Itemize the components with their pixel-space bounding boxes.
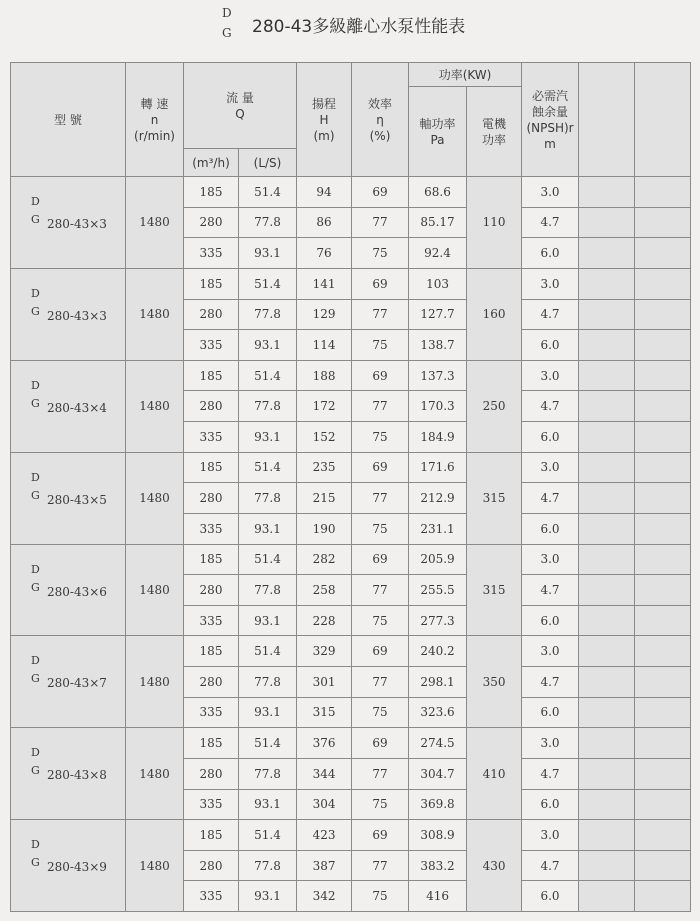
shaft-power-cell: 92.4 bbox=[409, 238, 467, 269]
shaft-power-cell: 298.1 bbox=[409, 667, 467, 698]
efficiency-cell: 77 bbox=[352, 758, 409, 789]
efficiency-cell: 75 bbox=[352, 422, 409, 453]
model-prefix-g: G bbox=[31, 396, 40, 410]
npsh-cell: 4.7 bbox=[522, 207, 579, 238]
table-row bbox=[11, 728, 691, 759]
npsh-cell: 6.0 bbox=[522, 513, 579, 544]
head-cell: 172 bbox=[297, 391, 352, 422]
flow-ls-cell: 77.8 bbox=[239, 391, 297, 422]
blank-cell bbox=[635, 697, 691, 728]
blank-cell bbox=[635, 299, 691, 330]
model-prefix-d: D bbox=[31, 195, 40, 208]
model-name: 280-43×7 bbox=[47, 676, 107, 691]
flow-ls-cell: 77.8 bbox=[239, 758, 297, 789]
motor-power-cell: 110 bbox=[467, 177, 522, 269]
flow-m3h-cell: 335 bbox=[184, 789, 239, 820]
shaft-power-cell: 274.5 bbox=[409, 728, 467, 759]
flow-m3h-cell: 335 bbox=[184, 422, 239, 453]
blank-cell bbox=[579, 850, 635, 881]
header-blank-2 bbox=[635, 63, 691, 177]
shaft-power-cell: 308.9 bbox=[409, 820, 467, 851]
flow-ls-cell: 77.8 bbox=[239, 207, 297, 238]
blank-cell bbox=[579, 728, 635, 759]
speed-cell: 1480 bbox=[126, 452, 184, 544]
head-cell: 344 bbox=[297, 758, 352, 789]
model-prefix-g: G bbox=[31, 304, 40, 318]
efficiency-cell: 77 bbox=[352, 483, 409, 514]
title-prefix-d: D bbox=[222, 6, 232, 20]
blank-cell bbox=[579, 636, 635, 667]
model-prefix-d: D bbox=[31, 562, 40, 576]
flow-m3h-cell: 185 bbox=[184, 360, 239, 391]
head-cell: 215 bbox=[297, 483, 352, 514]
efficiency-cell: 77 bbox=[352, 207, 409, 238]
head-cell: 423 bbox=[297, 820, 352, 851]
blank-cell bbox=[579, 391, 635, 422]
shaft-power-cell: 184.9 bbox=[409, 422, 467, 453]
efficiency-cell: 77 bbox=[352, 575, 409, 606]
efficiency-cell: 75 bbox=[352, 513, 409, 544]
blank-cell bbox=[635, 789, 691, 820]
head-cell: 94 bbox=[297, 177, 352, 208]
blank-cell bbox=[635, 483, 691, 514]
flow-m3h-cell: 280 bbox=[184, 391, 239, 422]
flow-m3h-cell: 335 bbox=[184, 697, 239, 728]
efficiency-cell: 75 bbox=[352, 238, 409, 269]
shaft-power-cell: 171.6 bbox=[409, 452, 467, 483]
flow-m3h-cell: 280 bbox=[184, 667, 239, 698]
header-speed: 轉 速 n (r/min) bbox=[126, 63, 184, 177]
npsh-cell: 6.0 bbox=[522, 697, 579, 728]
npsh-cell: 6.0 bbox=[522, 238, 579, 269]
npsh-cell: 6.0 bbox=[522, 330, 579, 361]
head-cell: 387 bbox=[297, 850, 352, 881]
shaft-power-cell: 255.5 bbox=[409, 575, 467, 606]
blank-cell bbox=[579, 452, 635, 483]
blank-cell bbox=[635, 452, 691, 483]
blank-cell bbox=[579, 177, 635, 208]
npsh-cell: 6.0 bbox=[522, 422, 579, 453]
head-cell: 304 bbox=[297, 789, 352, 820]
efficiency-cell: 75 bbox=[352, 789, 409, 820]
npsh-cell: 4.7 bbox=[522, 391, 579, 422]
blank-cell bbox=[579, 758, 635, 789]
speed-cell: 1480 bbox=[126, 820, 184, 912]
flow-ls-cell: 51.4 bbox=[239, 452, 297, 483]
header-flow: 流 量 Q bbox=[184, 63, 297, 149]
model-cell bbox=[11, 544, 126, 636]
blank-cell bbox=[579, 820, 635, 851]
flow-m3h-cell: 280 bbox=[184, 207, 239, 238]
blank-cell bbox=[579, 789, 635, 820]
flow-ls-cell: 51.4 bbox=[239, 636, 297, 667]
efficiency-cell: 75 bbox=[352, 697, 409, 728]
motor-power-cell: 315 bbox=[467, 452, 522, 544]
efficiency-cell: 69 bbox=[352, 452, 409, 483]
model-prefix-g: G bbox=[31, 580, 40, 594]
blank-cell bbox=[579, 238, 635, 269]
model-prefix-d: D bbox=[31, 838, 40, 852]
speed-cell: 1480 bbox=[126, 728, 184, 820]
shaft-power-cell: 383.2 bbox=[409, 850, 467, 881]
flow-m3h-cell: 185 bbox=[184, 636, 239, 667]
npsh-cell: 4.7 bbox=[522, 483, 579, 514]
blank-cell bbox=[579, 299, 635, 330]
shaft-power-cell: 127.7 bbox=[409, 299, 467, 330]
flow-m3h-cell: 335 bbox=[184, 881, 239, 912]
head-cell: 235 bbox=[297, 452, 352, 483]
head-cell: 342 bbox=[297, 881, 352, 912]
head-cell: 228 bbox=[297, 605, 352, 636]
model-cell bbox=[11, 820, 126, 912]
document-title bbox=[0, 0, 700, 60]
shaft-power-cell: 212.9 bbox=[409, 483, 467, 514]
table-row bbox=[11, 820, 691, 851]
efficiency-cell: 75 bbox=[352, 605, 409, 636]
motor-power-cell: 350 bbox=[467, 636, 522, 728]
flow-m3h-cell: 280 bbox=[184, 850, 239, 881]
blank-cell bbox=[635, 268, 691, 299]
blank-cell bbox=[635, 177, 691, 208]
blank-cell bbox=[579, 513, 635, 544]
flow-ls-cell: 77.8 bbox=[239, 850, 297, 881]
flow-ls-cell: 77.8 bbox=[239, 575, 297, 606]
motor-power-cell: 160 bbox=[467, 268, 522, 360]
head-cell: 114 bbox=[297, 330, 352, 361]
model-prefix-d: D bbox=[31, 286, 40, 300]
efficiency-cell: 77 bbox=[352, 667, 409, 698]
flow-m3h-cell: 185 bbox=[184, 177, 239, 208]
flow-ls-cell: 93.1 bbox=[239, 789, 297, 820]
head-cell: 376 bbox=[297, 728, 352, 759]
npsh-cell: 6.0 bbox=[522, 789, 579, 820]
npsh-cell: 3.0 bbox=[522, 452, 579, 483]
efficiency-cell: 69 bbox=[352, 544, 409, 575]
shaft-power-cell: 170.3 bbox=[409, 391, 467, 422]
flow-ls-cell: 93.1 bbox=[239, 881, 297, 912]
flow-m3h-cell: 335 bbox=[184, 513, 239, 544]
efficiency-cell: 69 bbox=[352, 268, 409, 299]
header-shaft-power: 軸功率 Pa bbox=[409, 87, 467, 177]
shaft-power-cell: 68.6 bbox=[409, 177, 467, 208]
title-prefix-g: G bbox=[222, 26, 232, 40]
model-cell bbox=[11, 177, 126, 269]
model-name: 280-43×6 bbox=[47, 584, 107, 599]
flow-ls-cell: 51.4 bbox=[239, 177, 297, 208]
blank-cell bbox=[579, 667, 635, 698]
model-cell bbox=[11, 636, 126, 728]
model-prefix-d: D bbox=[31, 746, 40, 760]
head-cell: 315 bbox=[297, 697, 352, 728]
flow-ls-cell: 51.4 bbox=[239, 268, 297, 299]
header-model: 型 號 bbox=[11, 63, 126, 177]
model-name: 280-43×8 bbox=[47, 768, 107, 783]
flow-ls-cell: 93.1 bbox=[239, 605, 297, 636]
npsh-cell: 3.0 bbox=[522, 636, 579, 667]
header-flow-ls: (L/S) bbox=[239, 149, 297, 177]
flow-ls-cell: 77.8 bbox=[239, 667, 297, 698]
model-name: 280-43×9 bbox=[47, 860, 107, 875]
flow-m3h-cell: 335 bbox=[184, 605, 239, 636]
blank-cell bbox=[635, 667, 691, 698]
model-cell bbox=[11, 728, 126, 820]
model-cell bbox=[11, 268, 126, 360]
model-cell bbox=[11, 452, 126, 544]
blank-cell bbox=[635, 391, 691, 422]
flow-ls-cell: 51.4 bbox=[239, 544, 297, 575]
blank-cell bbox=[635, 850, 691, 881]
flow-m3h-cell: 335 bbox=[184, 238, 239, 269]
flow-m3h-cell: 280 bbox=[184, 483, 239, 514]
performance-table bbox=[10, 62, 691, 912]
header-npsh: 必需汽 蝕余量 (NPSH)r m bbox=[522, 63, 579, 177]
shaft-power-cell: 416 bbox=[409, 881, 467, 912]
npsh-cell: 3.0 bbox=[522, 268, 579, 299]
efficiency-cell: 69 bbox=[352, 636, 409, 667]
head-cell: 141 bbox=[297, 268, 352, 299]
npsh-cell: 6.0 bbox=[522, 605, 579, 636]
header-blank-1 bbox=[579, 63, 635, 177]
model-name: 280-43×4 bbox=[47, 400, 107, 415]
speed-cell: 1480 bbox=[126, 636, 184, 728]
blank-cell bbox=[579, 330, 635, 361]
blank-cell bbox=[579, 881, 635, 912]
motor-power-cell: 315 bbox=[467, 544, 522, 636]
flow-m3h-cell: 185 bbox=[184, 452, 239, 483]
blank-cell bbox=[635, 544, 691, 575]
header-power: 功率(KW) bbox=[409, 63, 522, 87]
npsh-cell: 4.7 bbox=[522, 299, 579, 330]
blank-cell bbox=[635, 820, 691, 851]
table-row bbox=[11, 544, 691, 575]
header-motor-power: 電機 功率 bbox=[467, 87, 522, 177]
flow-ls-cell: 93.1 bbox=[239, 238, 297, 269]
flow-ls-cell: 93.1 bbox=[239, 422, 297, 453]
model-prefix-d: D bbox=[31, 654, 40, 668]
head-cell: 282 bbox=[297, 544, 352, 575]
motor-power-cell: 250 bbox=[467, 360, 522, 452]
motor-power-cell: 430 bbox=[467, 820, 522, 912]
table-row bbox=[11, 268, 691, 299]
page-title: 280-43多級離心水泵性能表 bbox=[252, 17, 466, 37]
blank-cell bbox=[579, 360, 635, 391]
blank-cell bbox=[579, 422, 635, 453]
blank-cell bbox=[635, 207, 691, 238]
table-row bbox=[11, 636, 691, 667]
efficiency-cell: 69 bbox=[352, 728, 409, 759]
model-prefix-g: G bbox=[31, 213, 40, 226]
flow-m3h-cell: 280 bbox=[184, 758, 239, 789]
efficiency-cell: 75 bbox=[352, 881, 409, 912]
head-cell: 258 bbox=[297, 575, 352, 606]
flow-ls-cell: 93.1 bbox=[239, 330, 297, 361]
efficiency-cell: 77 bbox=[352, 299, 409, 330]
npsh-cell: 3.0 bbox=[522, 177, 579, 208]
blank-cell bbox=[635, 758, 691, 789]
head-cell: 329 bbox=[297, 636, 352, 667]
shaft-power-cell: 85.17 bbox=[409, 207, 467, 238]
model-prefix-g: G bbox=[31, 764, 40, 778]
blank-cell bbox=[579, 575, 635, 606]
shaft-power-cell: 138.7 bbox=[409, 330, 467, 361]
shaft-power-cell: 240.2 bbox=[409, 636, 467, 667]
efficiency-cell: 69 bbox=[352, 177, 409, 208]
flow-m3h-cell: 280 bbox=[184, 575, 239, 606]
blank-cell bbox=[635, 636, 691, 667]
shaft-power-cell: 137.3 bbox=[409, 360, 467, 391]
head-cell: 86 bbox=[297, 207, 352, 238]
efficiency-cell: 77 bbox=[352, 850, 409, 881]
blank-cell bbox=[635, 728, 691, 759]
flow-m3h-cell: 185 bbox=[184, 544, 239, 575]
table-row bbox=[11, 360, 691, 391]
model-prefix-g: G bbox=[31, 672, 40, 686]
flow-m3h-cell: 185 bbox=[184, 728, 239, 759]
head-cell: 190 bbox=[297, 513, 352, 544]
model-name: 280-43×3 bbox=[47, 308, 107, 323]
head-cell: 129 bbox=[297, 299, 352, 330]
model-cell bbox=[11, 360, 126, 452]
blank-cell bbox=[635, 881, 691, 912]
table-row bbox=[11, 452, 691, 483]
flow-ls-cell: 51.4 bbox=[239, 820, 297, 851]
header-head: 揚程 H (m) bbox=[297, 63, 352, 177]
npsh-cell: 3.0 bbox=[522, 544, 579, 575]
npsh-cell: 3.0 bbox=[522, 360, 579, 391]
flow-ls-cell: 93.1 bbox=[239, 697, 297, 728]
blank-cell bbox=[579, 268, 635, 299]
blank-cell bbox=[635, 238, 691, 269]
speed-cell: 1480 bbox=[126, 360, 184, 452]
model-prefix-d: D bbox=[31, 378, 40, 392]
blank-cell bbox=[579, 544, 635, 575]
blank-cell bbox=[579, 207, 635, 238]
head-cell: 152 bbox=[297, 422, 352, 453]
speed-cell: 1480 bbox=[126, 268, 184, 360]
model-prefix-g: G bbox=[31, 856, 40, 870]
blank-cell bbox=[579, 483, 635, 514]
flow-m3h-cell: 335 bbox=[184, 330, 239, 361]
blank-cell bbox=[635, 360, 691, 391]
table-row bbox=[11, 177, 691, 208]
flow-ls-cell: 93.1 bbox=[239, 513, 297, 544]
blank-cell bbox=[635, 575, 691, 606]
shaft-power-cell: 103 bbox=[409, 268, 467, 299]
model-name: 280-43×3 bbox=[47, 217, 107, 231]
npsh-cell: 6.0 bbox=[522, 881, 579, 912]
head-cell: 188 bbox=[297, 360, 352, 391]
flow-ls-cell: 51.4 bbox=[239, 360, 297, 391]
flow-m3h-cell: 185 bbox=[184, 268, 239, 299]
shaft-power-cell: 323.6 bbox=[409, 697, 467, 728]
efficiency-cell: 77 bbox=[352, 391, 409, 422]
blank-cell bbox=[635, 422, 691, 453]
efficiency-cell: 69 bbox=[352, 820, 409, 851]
header-flow-m3h: (m³/h) bbox=[184, 149, 239, 177]
speed-cell: 1480 bbox=[126, 544, 184, 636]
npsh-cell: 3.0 bbox=[522, 820, 579, 851]
model-prefix-g: G bbox=[31, 488, 40, 502]
npsh-cell: 4.7 bbox=[522, 850, 579, 881]
blank-cell bbox=[579, 605, 635, 636]
blank-cell bbox=[635, 605, 691, 636]
blank-cell bbox=[635, 330, 691, 361]
flow-ls-cell: 77.8 bbox=[239, 299, 297, 330]
shaft-power-cell: 369.8 bbox=[409, 789, 467, 820]
npsh-cell: 4.7 bbox=[522, 575, 579, 606]
flow-m3h-cell: 280 bbox=[184, 299, 239, 330]
model-name: 280-43×5 bbox=[47, 492, 107, 507]
header-efficiency: 效率 η (%) bbox=[352, 63, 409, 177]
head-cell: 301 bbox=[297, 667, 352, 698]
blank-cell bbox=[635, 513, 691, 544]
motor-power-cell: 410 bbox=[467, 728, 522, 820]
npsh-cell: 4.7 bbox=[522, 758, 579, 789]
flow-m3h-cell: 185 bbox=[184, 820, 239, 851]
flow-ls-cell: 77.8 bbox=[239, 483, 297, 514]
model-prefix-d: D bbox=[31, 470, 40, 484]
shaft-power-cell: 205.9 bbox=[409, 544, 467, 575]
head-cell: 76 bbox=[297, 238, 352, 269]
blank-cell bbox=[579, 697, 635, 728]
efficiency-cell: 69 bbox=[352, 360, 409, 391]
shaft-power-cell: 304.7 bbox=[409, 758, 467, 789]
efficiency-cell: 75 bbox=[352, 330, 409, 361]
shaft-power-cell: 231.1 bbox=[409, 513, 467, 544]
npsh-cell: 3.0 bbox=[522, 728, 579, 759]
shaft-power-cell: 277.3 bbox=[409, 605, 467, 636]
flow-ls-cell: 51.4 bbox=[239, 728, 297, 759]
speed-cell: 1480 bbox=[126, 177, 184, 269]
npsh-cell: 4.7 bbox=[522, 667, 579, 698]
